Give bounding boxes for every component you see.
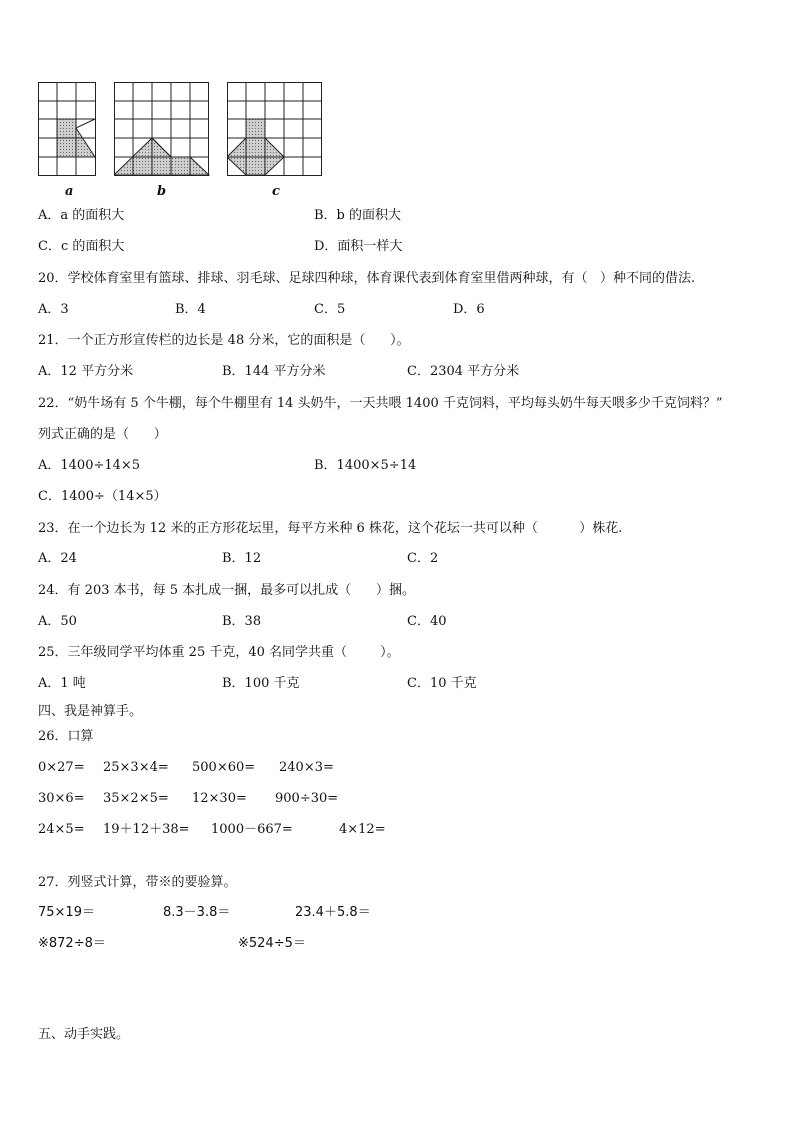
q25-option-a[interactable]: A．1 吨 [38,676,86,691]
q25-option-b[interactable]: B．100 千克 [222,676,300,691]
figure-label-a: a [65,184,74,199]
q23-option-b[interactable]: B．12 [222,551,262,566]
q24-option-a[interactable]: A．50 [38,614,77,629]
grid-figure-b [114,82,210,176]
q21-option-a[interactable]: A．12 平方分米 [38,364,134,379]
q26-r1-c1: 0×27= [38,760,85,775]
q21-option-c[interactable]: C．2304 平方分米 [407,364,520,379]
q26-r2-c4: 900÷30= [275,791,339,806]
q24-stem: 24．有 203 本书，每 5 本扎成一捆，最多可以扎成（ ）捆。 [38,583,415,598]
q20-option-b[interactable]: B．4 [175,302,206,317]
q26-r3-c2: 19＋12＋38= [103,822,190,837]
grid-figure-a [38,82,98,176]
q22-option-c[interactable]: C．1400÷（14×5） [38,489,167,504]
q23-stem: 23．在一个边长为 12 米的正方形花坛里，每平方米种 6 株花，这个花坛一共可以种（ ）株花. [38,521,623,536]
q26-r1-c2: 25×3×4= [103,760,169,775]
q20-stem: 20．学校体育室里有篮球、排球、羽毛球、足球四种球，体育课代表到体育室里借两种球，有（ ）种不同的借法. [38,271,696,286]
grid-figure-c [227,82,323,176]
q27-title: 27．列竖式计算，带※的要验算。 [38,875,237,890]
q26-r2-c2: 35×2×5= [103,791,169,806]
q26-title: 26．口算 [38,729,94,744]
q19-option-a[interactable]: A．a 的面积大 [38,208,125,223]
q22-option-b[interactable]: B．1400×5÷14 [314,458,417,473]
q26-r2-c3: 12×30= [192,791,247,806]
q23-option-a[interactable]: A．24 [38,551,77,566]
figure-label-b: b [157,184,167,199]
q24-option-b[interactable]: B．38 [222,614,262,629]
figure-label-c: c [272,184,280,199]
q25-option-c[interactable]: C．10 千克 [407,676,477,691]
q27-r1-c1: 75×19＝ [38,905,95,920]
q25-stem: 25．三年级同学平均体重 25 千克，40 名同学共重（ ）。 [38,645,400,660]
q26-r3-c3: 1000－667= [211,822,293,837]
q22-stem: 22．“奶牛场有 5 个牛棚，每个牛棚里有 14 头奶牛，一天共喂 1400 千克饲料，平均每头奶牛每天喂多少千克饲料？” [38,396,723,411]
q26-r1-c3: 500×60= [192,760,256,775]
q26-r3-c4: 4×12= [339,822,386,837]
q20-option-a[interactable]: A．3 [38,302,69,317]
q19-option-d[interactable]: D．面积一样大 [314,239,403,254]
q27-r1-c2: 8.3－3.8＝ [163,905,231,920]
q27-r2-c2: ※524÷5＝ [238,936,306,951]
q19-option-b[interactable]: B．b 的面积大 [314,208,402,223]
section-five-title: 五、动手实践。 [38,1027,130,1042]
q26-r2-c1: 30×6= [38,791,85,806]
q24-option-c[interactable]: C．40 [407,614,447,629]
q20-option-c[interactable]: C．5 [314,302,346,317]
q20-option-d[interactable]: D．6 [453,302,485,317]
q26-r3-c1: 24×5= [38,822,85,837]
q19-option-c[interactable]: C．c 的面积大 [38,239,125,254]
q21-stem: 21．一个正方形宣传栏的边长是 48 分米，它的面积是（ ）。 [38,333,410,348]
q26-r1-c4: 240×3= [279,760,334,775]
q23-option-c[interactable]: C．2 [407,551,439,566]
q21-option-b[interactable]: B．144 平方分米 [222,364,326,379]
q22-option-a[interactable]: A．1400÷14×5 [38,458,141,473]
q27-r2-c1: ※872÷8＝ [38,936,106,951]
section-four-title: 四、我是神算手。 [38,704,143,719]
q27-r1-c3: 23.4＋5.8＝ [295,905,371,920]
q22-stem-line2: 列式正确的是（ ） [38,427,167,442]
